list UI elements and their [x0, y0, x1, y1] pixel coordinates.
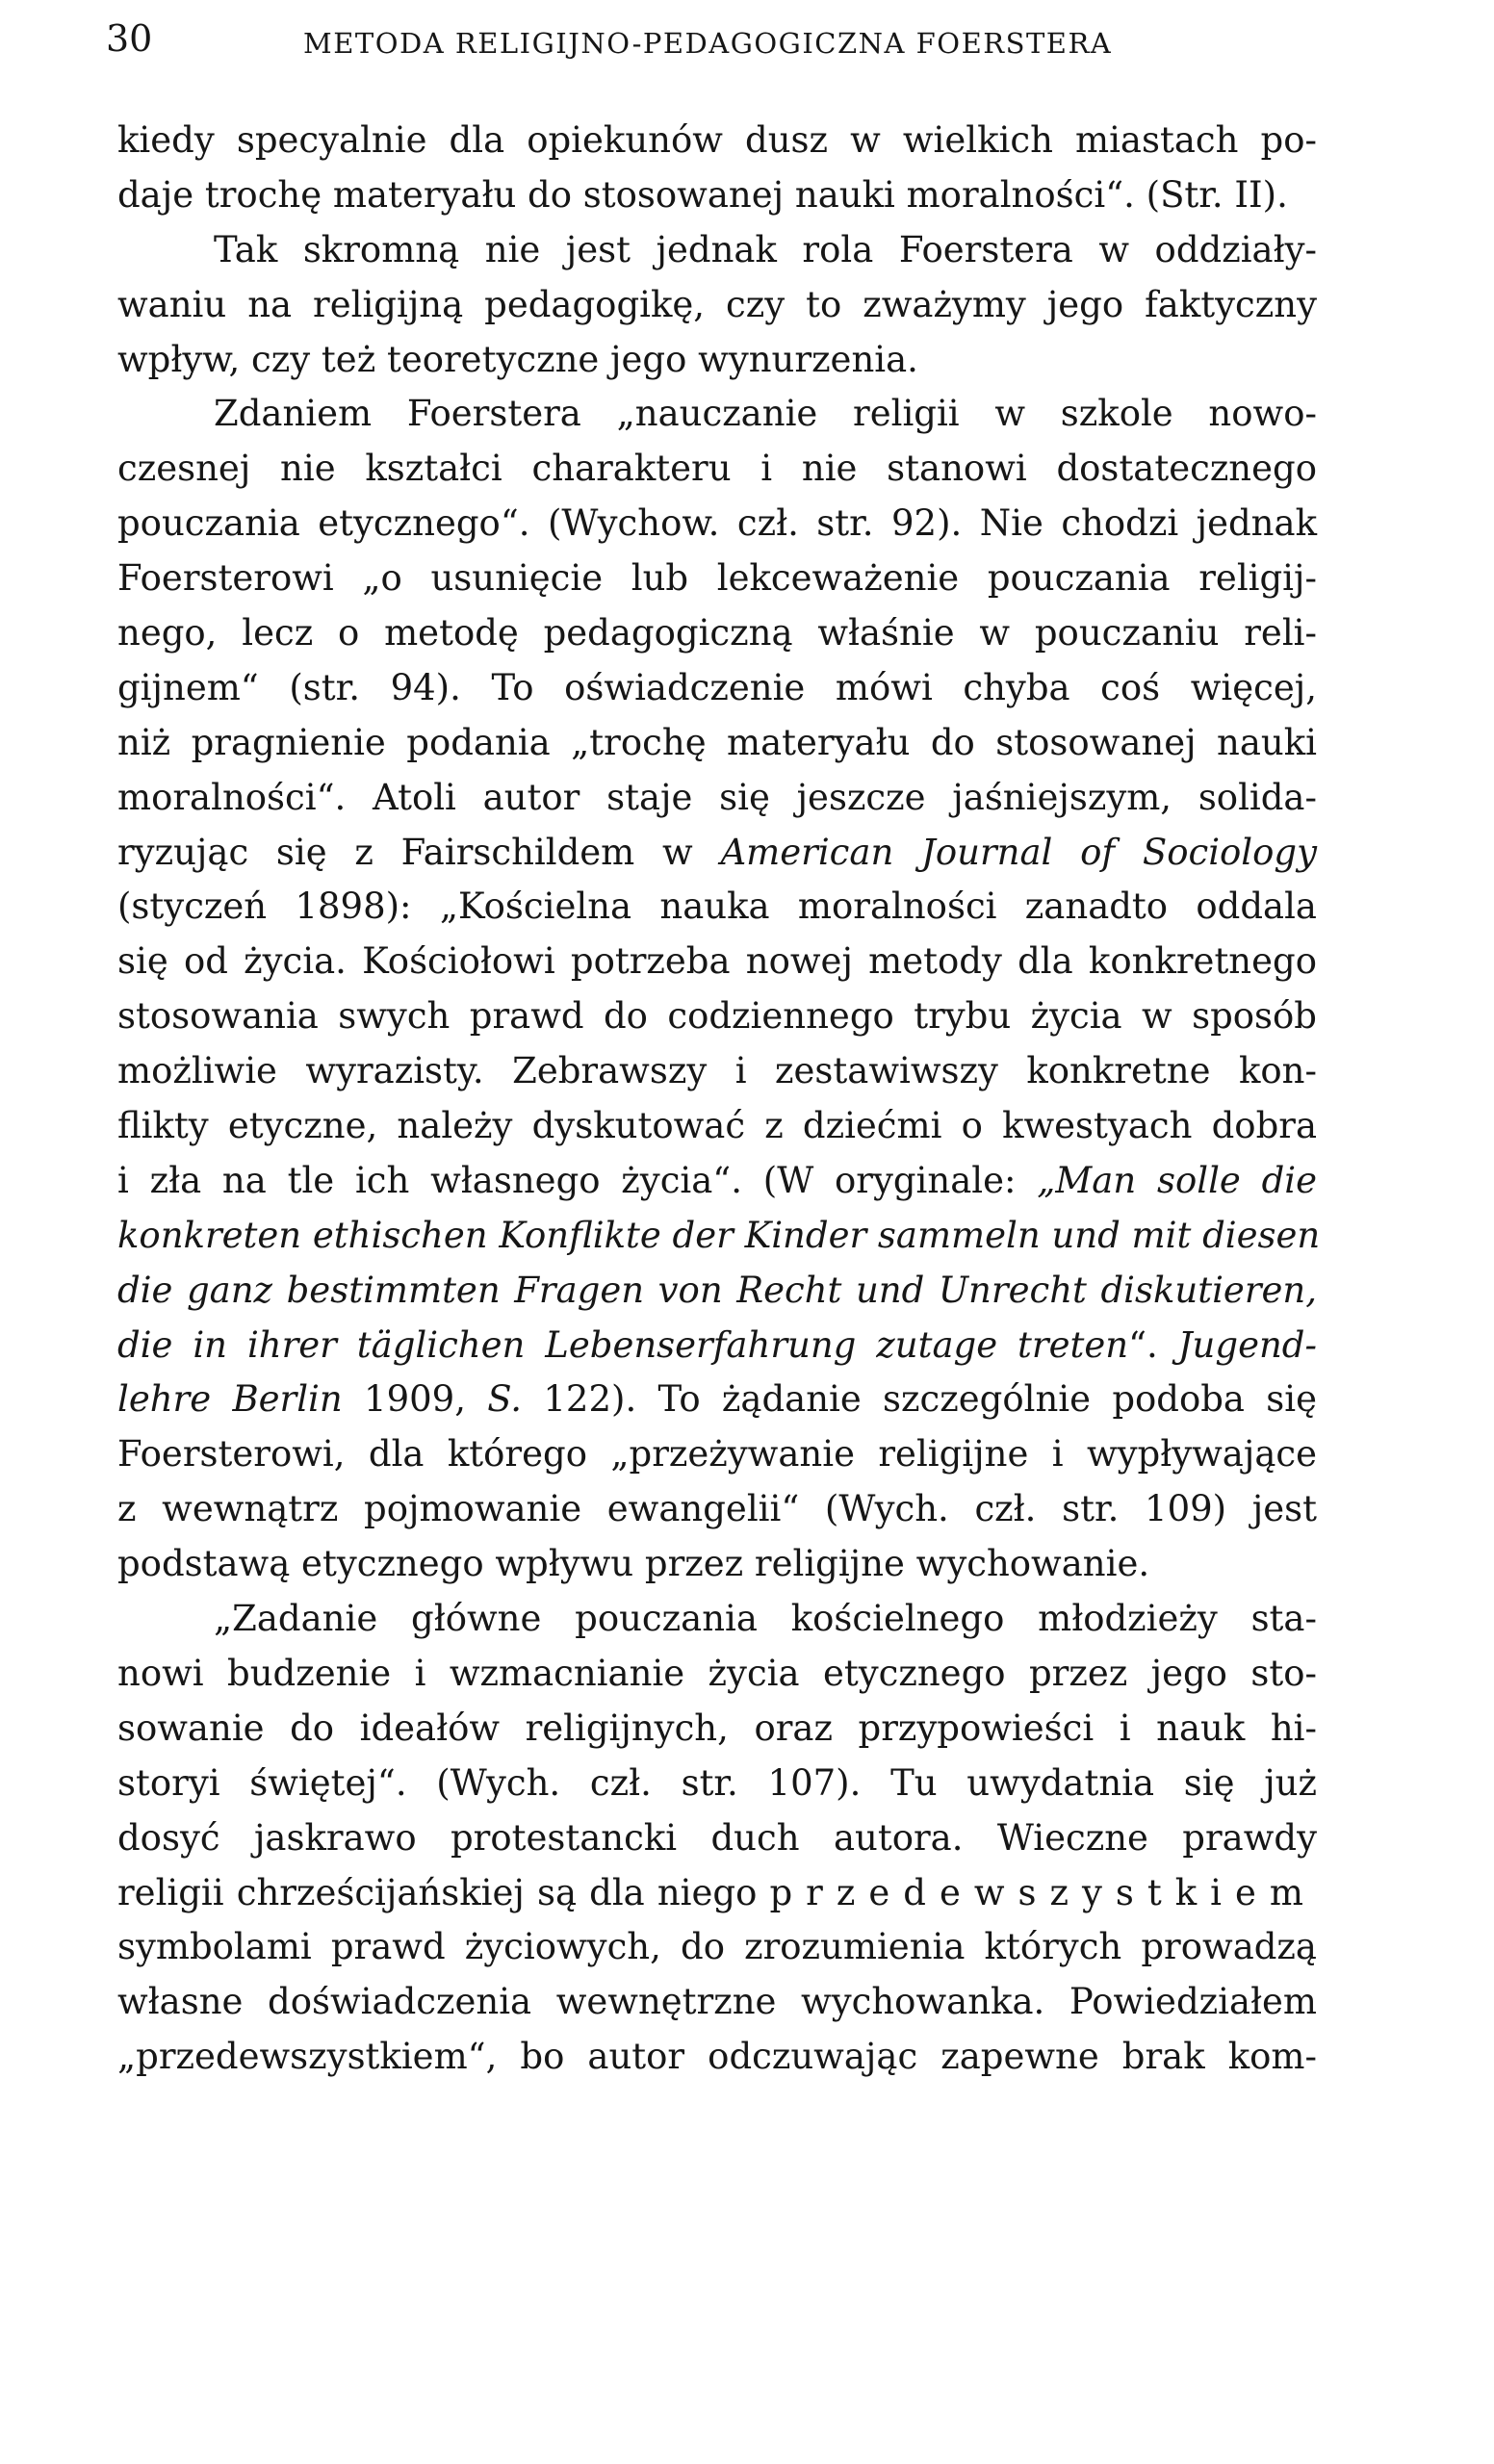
text-line: [117, 661, 1317, 716]
text-line: [117, 1647, 1317, 1702]
text-segment: (styczeń 1898): „Kościelna nauka moralności zanadto oddala: [117, 886, 1317, 928]
text-segment: religii chrześcijańskiej są dla niego: [117, 1871, 770, 1913]
text-line: [117, 716, 1317, 771]
text-line: [117, 442, 1317, 497]
text-segment: nowi budzenie i wzmacnianie życia etycznego przez jego sto-: [117, 1652, 1317, 1694]
text-line: [117, 1866, 1317, 1921]
text-line: [117, 1537, 1317, 1592]
text-segment: stosowania swych prawd do codziennego trybu życia w sposób: [117, 995, 1317, 1038]
page-number: 30: [106, 17, 153, 60]
text-segment: dosyć jaskrawo protestancki duch autora. Wieczne prawdy: [117, 1816, 1317, 1859]
text-segment: niż pragnienie podania „trochę materyału do stosowanej nauki: [117, 721, 1317, 763]
text-line: [117, 1209, 1321, 1264]
text-segment: pouczania etycznego“. (Wychow. czł. str. 92). Nie chodzi jednak: [117, 502, 1317, 545]
text-segment: moralności“. Atoli autor staje się jeszcze jaśniejszym, solida-: [117, 776, 1317, 818]
text-segment: Tak skromną nie jest jednak rola Foerstera w oddziały-: [214, 228, 1317, 270]
running-title: METODA RELIGIJNO-PEDAGOGICZNA FOERSTERA: [303, 27, 1113, 60]
text-segment: symbolami prawd życiowych, do zrozumienia których prowadzą: [117, 1926, 1317, 1968]
text-line: [117, 1373, 1317, 1427]
text-line: [117, 1044, 1317, 1099]
text-segment: się od życia. Kościołowi potrzeba nowej metody dla konkretnego: [117, 940, 1317, 983]
text-line: [117, 1264, 1317, 1319]
text-segment: „Zadanie główne pouczania kościelnego młodzieży sta-: [214, 1598, 1317, 1640]
text-line: [117, 1099, 1317, 1154]
text-line: [117, 826, 1317, 881]
text-line: [117, 989, 1317, 1044]
text-line: [117, 1482, 1317, 1537]
text-line: [117, 1319, 1317, 1373]
text-segment: waniu na religijną pedagogikę, czy to zważymy jego faktyczny: [117, 283, 1317, 325]
text-line: [117, 1811, 1317, 1866]
text-segment: wpływ, czy też teoretyczne jego wynurzenia.: [117, 338, 918, 380]
text-line: [117, 771, 1317, 826]
text-segment: gijnem“ (str. 94). To oświadczenie mówi chyba coś więcej,: [117, 666, 1317, 708]
text-line: [117, 552, 1317, 606]
text-segment: własne doświadczenia wewnętrzne wychowanka. Powiedziałem: [117, 1981, 1317, 2023]
text-line: [117, 935, 1317, 989]
text-segment: nego, lecz o metodę pedagogiczną właśnie w pouczaniu reli-: [117, 612, 1317, 654]
text-segment: 122). To żądanie szczególnie podoba się: [522, 1378, 1318, 1421]
text-line: [117, 497, 1317, 552]
text-segment: z wewnątrz pojmowanie ewangelii“ (Wych. czł. str. 109) jest: [117, 1488, 1317, 1530]
text-line: [117, 1757, 1317, 1811]
text-line: [117, 387, 1317, 442]
italic-text: S.: [487, 1378, 523, 1421]
text-segment: storyi świętej“. (Wych. czł. str. 107). Tu uwydatnia się już: [117, 1761, 1317, 1804]
italic-text: „Man solle die: [1037, 1159, 1317, 1201]
text-line: [117, 1920, 1317, 1975]
text-segment: kiedy specyalnie dla opiekunów dusz w wielkich miastach po-: [117, 119, 1317, 161]
text-line: [117, 1702, 1317, 1757]
text-segment: Foersterowi „o usunięcie lub lekceważenie pouczania religij-: [117, 557, 1317, 600]
text-line: [117, 1154, 1317, 1209]
text-segment: i zła na tle ich własnego życia“. (W oryginale:: [117, 1159, 1038, 1201]
text-segment: sowanie do ideałów religijnych, oraz przypowieści i nauk hi-: [117, 1707, 1317, 1749]
text-line: [117, 278, 1317, 333]
text-line: [117, 1975, 1317, 2030]
italic-text: Jugend-: [1177, 1323, 1317, 1366]
text-segment: Zdaniem Foerstera „nauczanie religii w szkole nowo-: [214, 393, 1317, 435]
text-line: [117, 168, 1317, 223]
text-segment: ryzując się z Fairschildem w: [117, 831, 721, 873]
text-segment: “.: [1128, 1323, 1178, 1366]
italic-text: American Journal of Sociology: [720, 831, 1317, 873]
text-segment: możliwie wyrazisty. Zebrawszy i zestawiwszy konkretne kon-: [117, 1050, 1317, 1092]
italic-text: lehre Berlin: [117, 1378, 343, 1421]
italic-text: konkreten ethischen Konflikte der Kinder sammeln und mit diesen: [117, 1214, 1321, 1256]
text-segment: daje trochę materyału do stosowanej nauki moralności“. (Str. II).: [117, 173, 1288, 216]
italic-text: die ganz bestimmten Fragen von Recht und Unrecht diskutieren,: [117, 1269, 1317, 1311]
italic-text: die in ihrer täglichen Lebenserfahrung zutage treten: [117, 1323, 1129, 1366]
text-line: [117, 223, 1317, 278]
spaced-emphasis-text: przedewszystkiem: [769, 1871, 1317, 1913]
text-line: [117, 114, 1317, 168]
text-line: [117, 1592, 1317, 1647]
text-line: [117, 333, 1317, 388]
text-segment: Foersterowi, dla którego „przeżywanie religijne i wypływające: [117, 1433, 1317, 1476]
body-text: [117, 114, 1321, 2085]
text-line: [117, 880, 1317, 935]
text-segment: flikty etyczne, należy dyskutować z dziećmi o kwestyach dobra: [117, 1105, 1317, 1147]
text-line: [117, 1427, 1317, 1482]
text-line: [117, 606, 1317, 661]
text-line: [117, 2030, 1317, 2085]
text-segment: czesnej nie kształci charakteru i nie stanowi dostatecznego: [117, 448, 1317, 490]
text-segment: „przedewszystkiem“, bo autor odczuwając zapewne brak kom-: [117, 2036, 1317, 2078]
text-segment: 1909,: [342, 1378, 488, 1421]
text-segment: podstawą etycznego wpływu przez religijne wychowanie.: [117, 1543, 1150, 1585]
running-head: [106, 17, 1338, 75]
